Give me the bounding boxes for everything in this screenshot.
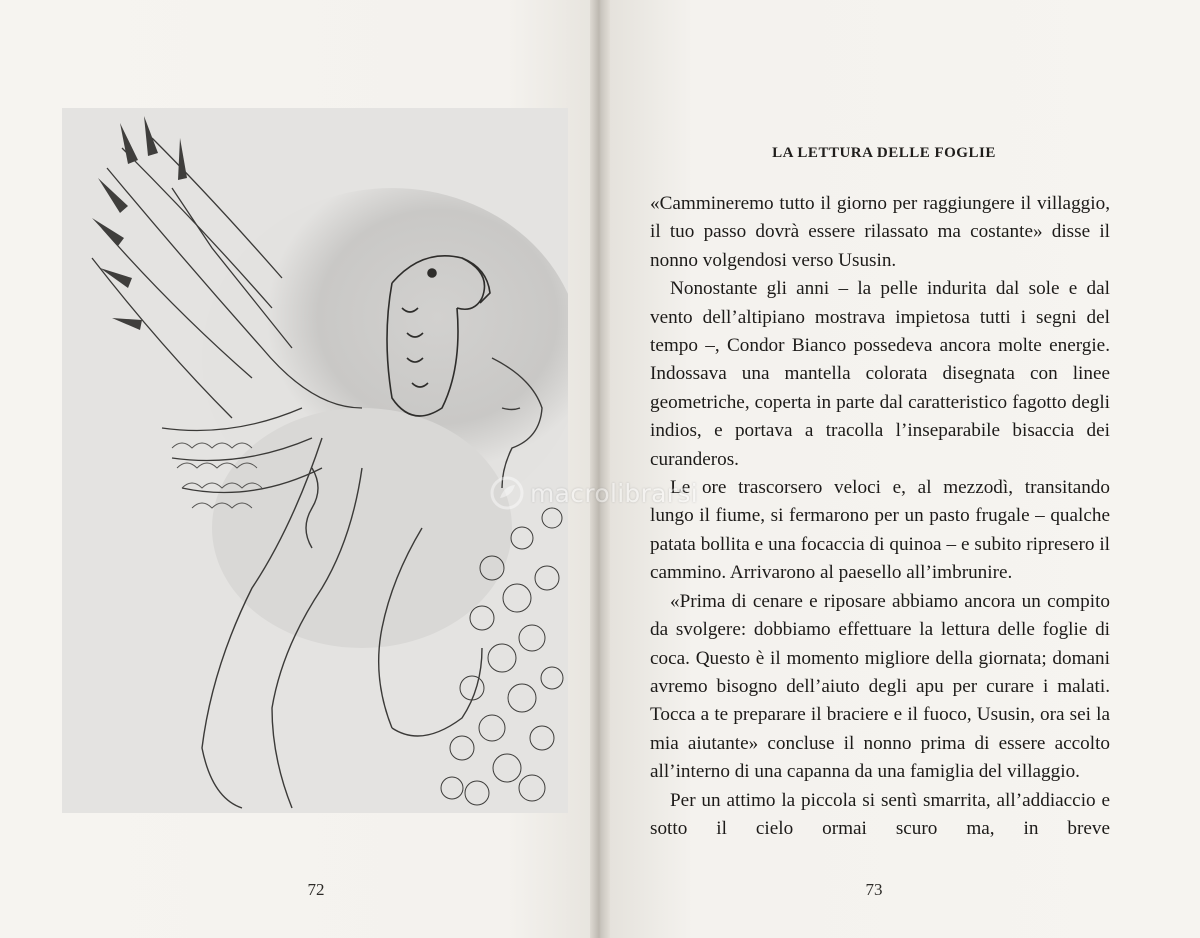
page-number-right: 73 [865,880,883,899]
paragraph: Le ore trascorsero veloci e, al mezzodì, transitando lungo il fiume, si fermarono per un pasto frugale – qualche patata bollita e una focaccia di quinoa – e subito ripresero il cammino. Arrivarono al paesello all’imbrunire. [650,477,1110,584]
watermark [490,473,698,513]
watermark-text: macrolibrarsi [530,478,698,508]
right-page [604,0,1200,938]
left-page [0,0,596,938]
page-number-left: 72 [307,880,325,899]
paragraph: Nonostante gli anni – la pelle indurita dal sole e dal vento dell’altipiano mostrava impietosa tutti i segni del tempo –, Condor Bianco possedeva ancora molte energie. Indossava una mantella colorata disegnata con linee geometriche, coperta in parte dal caratteristico fagotto degli indios, e portava a tracolla l’inseparabile bisaccia dei curanderos. [650,278,1110,470]
chapter-title: LA LETTURA DELLE FOGLIE [772,145,996,161]
illustration [62,108,568,813]
paragraph: «Cammineremo tutto il giorno per raggiungere il villaggio, il tuo passo dovrà essere rilassato ma costante» disse il nonno volgendosi verso Ususin. [650,193,1110,271]
paragraph: «Prima di cenare e riposare abbiamo ancora un compito da svolgere: dobbiamo effettuare la lettura delle foglie di coca. Questo è il momento migliore della giornata; domani avremo bisogno dell’aiuto degli apu per curare i malati. Tocca a te preparare il braciere e il fuoco, Ususin, ora sei la mia aiutante» concluse il nonno prima di essere accolto all’interno di una capanna da una famiglia del villaggio. [650,590,1110,783]
body-text [650,190,1110,843]
eagle-drawing-icon [62,108,568,813]
leaf-logo-icon [490,476,524,510]
book-gutter [590,0,610,938]
paragraph: Per un attimo la piccola si sentì smarrita, all’addiaccio e sotto il cielo ormai scuro ma, in breve [650,789,1110,839]
